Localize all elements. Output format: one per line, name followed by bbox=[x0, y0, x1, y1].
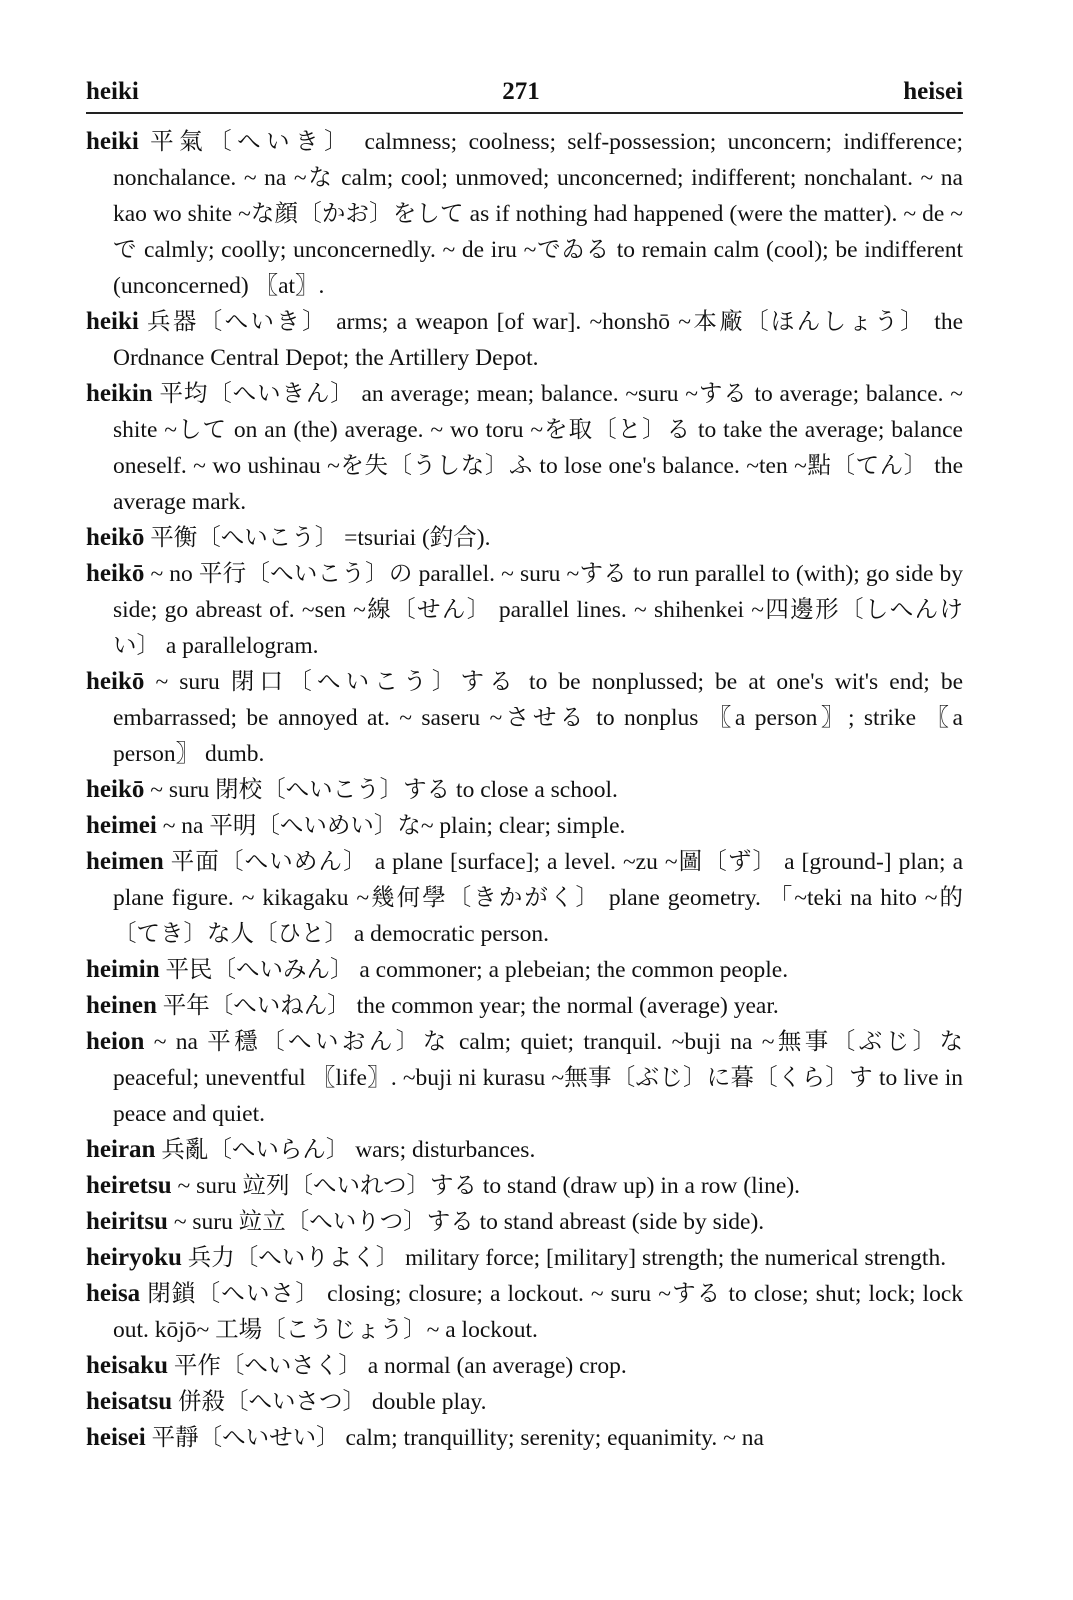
definition: 平民〔へいみん〕 a commoner; a plebeian; the common people. bbox=[165, 957, 789, 983]
definition: ~ na 平穩〔へいおん〕な calm; quiet; tranquil. ~buji na ~無事〔ぶじ〕な peaceful; uneventful 〖life〗. ~buji ni kurasu ~無事〔ぶじ〕に暮〔くら〕す to live in peace and quiet. bbox=[113, 1029, 964, 1127]
dictionary-entry bbox=[86, 1384, 963, 1420]
headword: heiran bbox=[86, 1136, 156, 1163]
definition: 閉鎖〔へいさ〕 closing; closure; a lockout. ~ suru ~する to close; shut; lock; lock out. kōjō~ 工場〔こうじょう〕~ a lockout. bbox=[113, 1281, 963, 1343]
definition: ~ na 平明〔へいめい〕な~ plain; clear; simple. bbox=[162, 813, 626, 839]
headword: heisaku bbox=[86, 1352, 168, 1379]
dictionary-entry bbox=[86, 808, 963, 844]
definition: 平氣〔へいき〕 calmness; coolness; self-possession; unconcern; indifference; nonchalance. ~ na ~な calm; cool; unmoved; unconcerned; indifferent; nonchalant. ~ na kao wo shite ~な顔〔かお〕をして as if nothing had happened (were the matter). ~ de ~で calmly; coolly; unconcernedly. ~ de iru ~でゐる to remain calm (cool); be indifferent (unconcerned) 〖at〗. bbox=[113, 129, 963, 299]
dictionary-entry bbox=[86, 304, 963, 376]
headword: heikō bbox=[86, 560, 145, 587]
headword: heiki bbox=[86, 308, 139, 335]
definition: ~ suru 竝立〔へいりつ〕する to stand abreast (side by side). bbox=[173, 1209, 765, 1235]
definition: 平年〔へいねん〕 the common year; the normal (average) year. bbox=[162, 993, 779, 1019]
dictionary-entry bbox=[86, 1132, 963, 1168]
dictionary-entry bbox=[86, 124, 963, 304]
headword: heiki bbox=[86, 128, 139, 155]
definition: 兵器〔へいき〕 arms; a weapon [of war]. ~honshō ~本廠〔ほんしょう〕 the Ordnance Central Depot; the Artillery Depot. bbox=[113, 309, 963, 371]
page-number: 271 bbox=[502, 78, 540, 105]
definition: 平衡〔へいこう〕 =tsuriai (釣合). bbox=[150, 525, 491, 551]
dictionary-entry bbox=[86, 1168, 963, 1204]
headword: heikō bbox=[86, 776, 145, 803]
definition: ~ suru 竝列〔へいれつ〕する to stand (draw up) in a row (line). bbox=[177, 1173, 801, 1199]
definition: ~ suru 閉校〔へいこう〕する to close a school. bbox=[150, 777, 618, 803]
definition: 平靜〔へいせい〕 calm; tranquillity; serenity; equanimity. ~ na bbox=[151, 1425, 764, 1451]
headword: heisa bbox=[86, 1280, 141, 1307]
header-left-guideword: heiki bbox=[86, 78, 139, 105]
dictionary-entry bbox=[86, 664, 963, 772]
dictionary-entry bbox=[86, 844, 963, 952]
entry-list bbox=[86, 124, 963, 1456]
definition: 兵力〔へいりよく〕 military force; [military] strength; the numerical strength. bbox=[187, 1245, 947, 1271]
dictionary-entry bbox=[86, 1348, 963, 1384]
dictionary-entry bbox=[86, 1240, 963, 1276]
headword: heiretsu bbox=[86, 1172, 172, 1199]
definition: ~ suru 閉口〔へいこう〕する to be nonplussed; be at one's wit's end; be embarrassed; be annoyed at. ~ saseru ~させる to nonplus 〖a person〗; strike 〖a person〗 dumb. bbox=[113, 669, 964, 767]
header-right-guideword: heisei bbox=[903, 78, 963, 105]
definition: 兵亂〔へいらん〕 wars; disturbances. bbox=[161, 1137, 536, 1163]
headword: heion bbox=[86, 1028, 145, 1055]
headword: heimei bbox=[86, 812, 157, 839]
dictionary-entry bbox=[86, 772, 963, 808]
dictionary-entry bbox=[86, 520, 963, 556]
dictionary-entry bbox=[86, 1420, 963, 1456]
headword: heimen bbox=[86, 848, 164, 875]
definition: 平作〔へいさく〕 a normal (an average) crop. bbox=[173, 1353, 627, 1379]
dictionary-entry bbox=[86, 988, 963, 1024]
headword: heiritsu bbox=[86, 1208, 168, 1235]
dictionary-entry bbox=[86, 952, 963, 988]
page-header bbox=[86, 78, 963, 114]
dictionary-entry bbox=[86, 556, 963, 664]
headword: heikō bbox=[86, 668, 145, 695]
dictionary-entry bbox=[86, 1276, 963, 1348]
definition: 併殺〔へいさつ〕 double play. bbox=[178, 1389, 487, 1415]
headword: heisei bbox=[86, 1424, 146, 1451]
headword: heinen bbox=[86, 992, 157, 1019]
headword: heikō bbox=[86, 524, 145, 551]
dictionary-entry bbox=[86, 376, 963, 520]
dictionary-entry bbox=[86, 1024, 963, 1132]
definition: 平面〔へいめん〕 a plane [surface]; a level. ~zu ~圖〔ず〕 a [ground-] plan; a plane figure. ~ kikagaku ~幾何學〔きかがく〕 plane geometry. 「~teki na hito ~的〔てき〕な人〔ひと〕 a democratic person. bbox=[113, 849, 964, 947]
headword: heimin bbox=[86, 956, 160, 983]
headword: heikin bbox=[86, 380, 153, 407]
definition: ~ no 平行〔へいこう〕の parallel. ~ suru ~する to run parallel to (with); go side by side; go abreast of. ~sen ~線〔せん〕 parallel lines. ~ shihenkei ~四邊形〔しへんけい〕 a parallelogram. bbox=[113, 561, 964, 659]
dictionary-entry bbox=[86, 1204, 963, 1240]
headword: heisatsu bbox=[86, 1388, 173, 1415]
headword: heiryoku bbox=[86, 1244, 182, 1271]
definition: 平均〔へいきん〕 an average; mean; balance. ~suru ~する to average; balance. ~ shite ~して on an (the) average. ~ wo toru ~を取〔と〕る to take the average; balance oneself. ~ wo ushinau ~を失〔うしな〕ふ to lose one's balance. ~ten ~點〔てん〕 the average mark. bbox=[113, 381, 963, 515]
